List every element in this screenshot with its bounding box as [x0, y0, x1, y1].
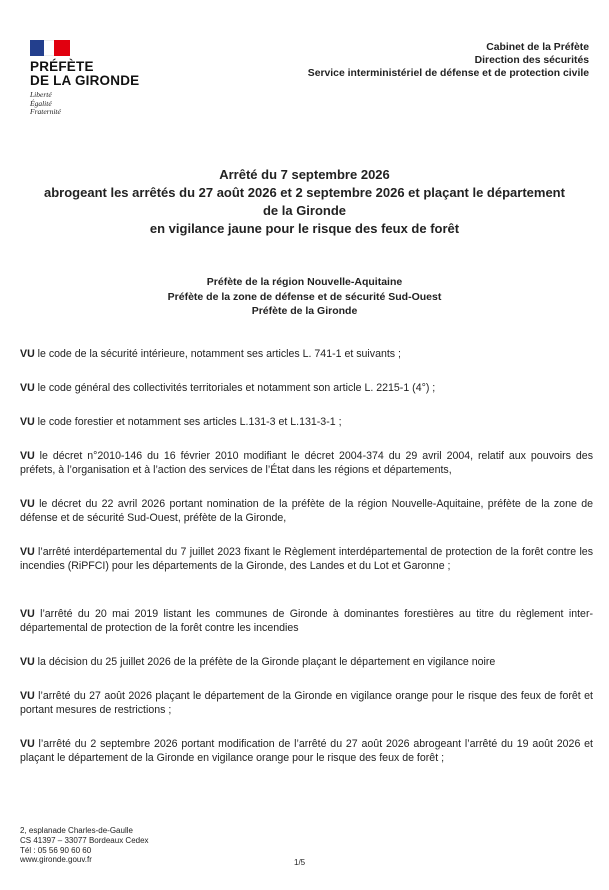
- visa-text: l’arrêté du 27 août 2026 plaçant le département de la Gironde en vigilance orange pour le risque des feux de forêt et portant mesures de restrictions ;: [20, 690, 593, 717]
- visa-item: [20, 689, 593, 737]
- authority-zone: Préfète de la zone de défense et de sécurité Sud-Ouest: [167, 290, 442, 303]
- visa-text: l’arrêté du 20 mai 2019 listant les communes de Gironde à dominantes forestières au titre du règlement inter-départemental de protection de la forêt contre les incendies: [20, 608, 593, 635]
- authority-region: Préfète de la région Nouvelle-Aquitaine: [206, 276, 403, 288]
- service-cabinet: Cabinet de la Préfète: [486, 42, 589, 53]
- issuing-authority: [0, 275, 609, 319]
- visa-text: le code de la sécurité intérieure, notamment ses articles L. 741-1 et suivants ;: [34, 348, 401, 360]
- visa-text: le code général des collectivités territoriales et notamment son article L. 2215-1 (4°) ;: [34, 382, 436, 394]
- visa-keyword: VU: [20, 450, 35, 462]
- title-line-2: abrogeant les arrêtés du 27 août 2026 et 2 septembre 2026 et plaçant le département: [44, 185, 565, 200]
- footer-phone: Tél : 05 56 90 60 60: [20, 845, 92, 855]
- footer-street: 2, esplanade Charles-de-Gaulle: [20, 826, 133, 835]
- logo-line-1: PRÉFÈTE: [30, 59, 94, 74]
- visa-text: l’arrêté interdépartemental du 7 juillet 2023 fixant le Règlement interdépartemental de protection de la forêt contre les incendies (RiPFCI) pour les départements de la Gironde, des Landes et du Lot et Garonne ;: [20, 546, 593, 573]
- visa-item: [20, 607, 593, 655]
- visa-text: la décision du 25 juillet 2026 de la préfète de la Gironde plaçant le département en vigilance noire: [34, 656, 496, 668]
- visa-item: [20, 737, 593, 799]
- visa-item: [20, 655, 593, 689]
- visa-keyword: VU: [20, 738, 35, 750]
- visa-text: le décret du 22 avril 2026 portant nomination de la préfète de la région Nouvelle-Aquitaine, préfète de la zone de défense et de sécurité Sud-Ouest, préfète de la Gironde,: [20, 498, 593, 525]
- title-line-4: en vigilance jaune pour le risque des feux de forêt: [149, 221, 460, 236]
- title-line-3: de la Gironde: [262, 203, 347, 218]
- visa-keyword: VU: [20, 546, 35, 558]
- republic-motto: [30, 91, 160, 117]
- visa-keyword: VU: [20, 348, 35, 360]
- visa-keyword: VU: [20, 656, 35, 668]
- french-flag-icon: [30, 40, 70, 56]
- visa-list: [20, 347, 593, 799]
- prefecture-logo: [30, 40, 160, 117]
- logo-line-2: DE LA GIRONDE: [30, 73, 140, 88]
- visa-text: l’arrêté du 2 septembre 2026 portant modification de l’arrêté du 27 août 2026 abrogeant l’arrêté du 19 août 2026 et plaçant le département de la Gironde en vigilance orange pour le risque des feux de forêt ;: [20, 738, 593, 765]
- motto-fraternite: Fraternité: [30, 107, 61, 116]
- visa-item: [20, 545, 593, 607]
- authority-department: Préfète de la Gironde: [251, 305, 358, 317]
- visa-item: [20, 449, 593, 497]
- visa-item: [20, 381, 593, 415]
- prefecture-name: [30, 60, 160, 88]
- visa-text: le décret n°2010-146 du 16 février 2010 modifiant le décret 2004-374 du 29 avril 2004, relatif aux pouvoirs des préfets, à l’organisation et à l’action des services de l’État dans les régions et départements,: [20, 450, 593, 477]
- decree-title: [0, 166, 609, 238]
- service-direction: Direction des sécurités: [474, 55, 589, 66]
- issuing-services: [308, 41, 589, 80]
- footer-postal: CS 41397 – 33077 Bordeaux Cedex: [20, 835, 149, 845]
- visa-keyword: VU: [20, 608, 35, 620]
- visa-item: [20, 415, 593, 449]
- page-number: 1/5: [294, 858, 306, 867]
- motto-egalite: Égalité: [30, 98, 52, 108]
- visa-keyword: VU: [20, 690, 35, 702]
- prefecture-address: [20, 826, 149, 865]
- motto-liberte: Liberté: [30, 90, 52, 99]
- visa-keyword: VU: [20, 382, 35, 394]
- visa-item: [20, 497, 593, 545]
- service-sidpc: Service interministériel de défense et de protection civile: [307, 68, 589, 79]
- visa-keyword: VU: [20, 498, 35, 510]
- visa-text: le code forestier et notamment ses articles L.131-3 et L.131-3-1 ;: [34, 416, 342, 428]
- visa-item: [20, 347, 593, 381]
- footer-website: www.gironde.gouv.fr: [20, 855, 92, 865]
- title-line-1: Arrêté du 7 septembre 2026: [219, 167, 390, 182]
- visa-keyword: VU: [20, 416, 35, 428]
